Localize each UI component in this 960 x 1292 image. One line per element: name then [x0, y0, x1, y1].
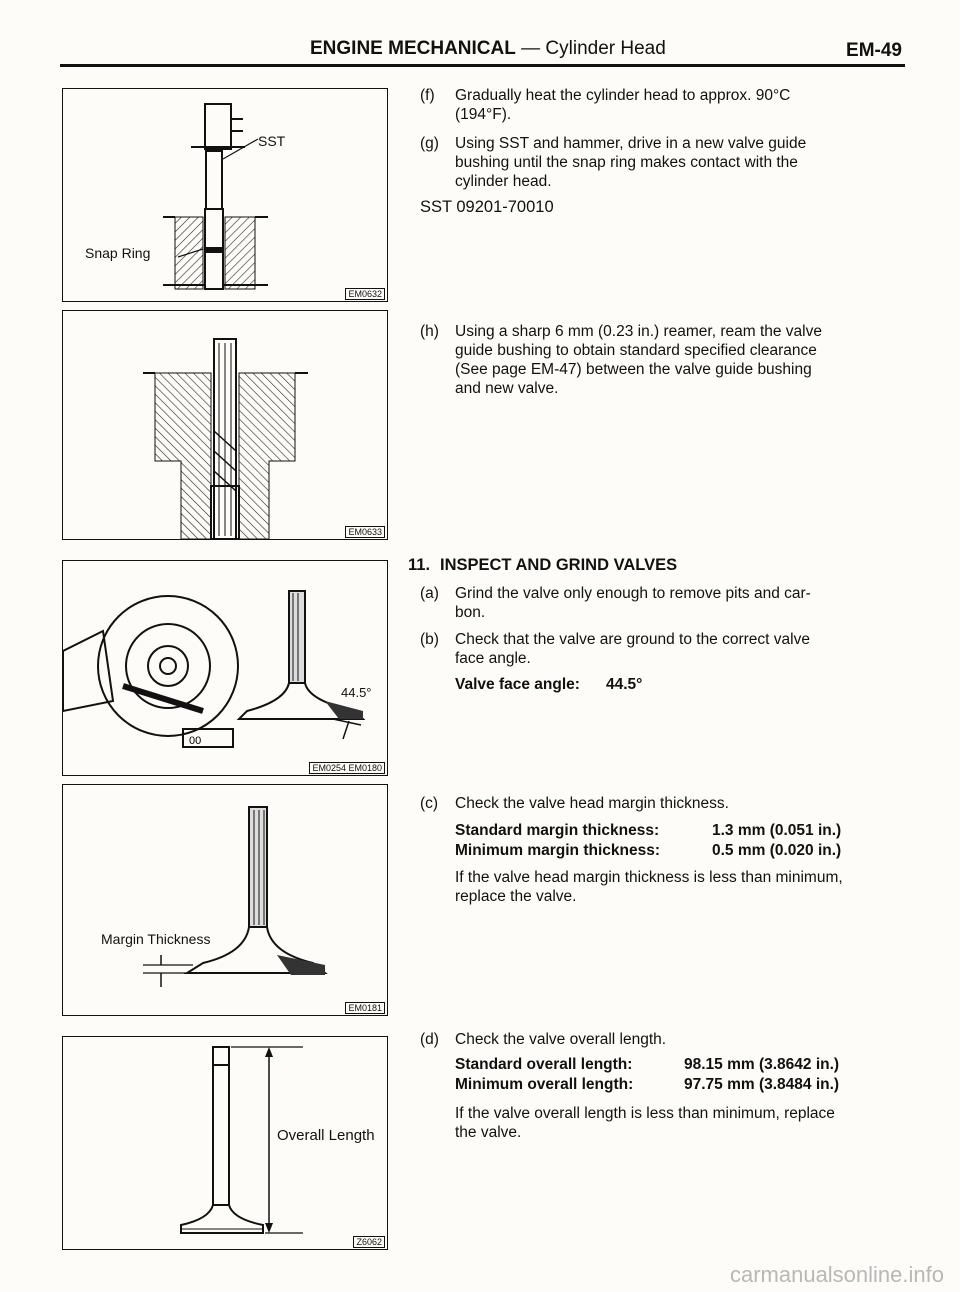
- step-d-line1: Check the valve overall length.: [455, 1031, 667, 1048]
- section-title: INSPECT AND GRIND VALVES: [440, 556, 678, 574]
- step-h-line1: Using a sharp 6 mm (0.23 in.) reamer, ream the valve: [455, 323, 822, 340]
- figure-valve-grinding: [62, 560, 388, 776]
- step-a-marker: (a): [420, 585, 439, 602]
- step-f-marker: (f): [420, 87, 435, 104]
- step-c-note: [455, 868, 843, 906]
- step-d-note1: If the valve overall length is less than minimum, replace: [455, 1105, 835, 1122]
- step-h-line2: guide bushing to obtain standard specified clearance: [455, 342, 817, 359]
- step-b-marker: (b): [420, 631, 439, 648]
- figure-code: EM0633: [345, 526, 385, 538]
- step-g-text: [455, 134, 806, 191]
- figure-code: EM0254 EM0180: [309, 762, 385, 774]
- header-title: [310, 38, 666, 60]
- header-rule: [60, 64, 905, 67]
- figure-code: EM0181: [345, 1002, 385, 1014]
- step-f-text: [455, 86, 790, 124]
- face-angle-spec-label: Valve face angle:: [455, 676, 580, 693]
- step-d-note2: the valve.: [455, 1124, 522, 1141]
- figure-margin-thickness: [62, 784, 388, 1016]
- std-length-label: Standard overall length:: [455, 1056, 633, 1073]
- watermark: carmanualsonline.info: [729, 1262, 944, 1287]
- min-length-label: Minimum overall length:: [455, 1076, 634, 1093]
- overall-length-label: Overall Length: [277, 1127, 375, 1144]
- step-b-line2: face angle.: [455, 650, 531, 667]
- step-f-line1: Gradually heat the cylinder head to approx. 90°C: [455, 87, 791, 104]
- step-b-line1: Check that the valve are ground to the correct valve: [455, 631, 810, 648]
- step-d-marker: (d): [420, 1031, 439, 1048]
- step-g-marker: (g): [420, 135, 439, 152]
- std-margin-label: Standard margin thickness:: [455, 822, 660, 839]
- step-a-line2: bon.: [455, 604, 486, 621]
- step-a-text: [455, 584, 811, 622]
- step-f-line2: (194°F).: [455, 106, 512, 123]
- page-code: EM-49: [846, 40, 902, 61]
- step-c-marker: (c): [420, 795, 439, 812]
- figure-overall-length: [62, 1036, 388, 1250]
- min-length-value: 97.75 mm (3.8484 in.): [684, 1076, 840, 1093]
- std-margin-value: 1.3 mm (0.051 in.): [712, 822, 842, 839]
- snap-ring-label: Snap Ring: [85, 245, 151, 261]
- step-d-note: [455, 1104, 835, 1142]
- std-length-value: 98.15 mm (3.8642 in.): [684, 1056, 840, 1073]
- step-b-text: [455, 630, 810, 668]
- step-h-marker: (h): [420, 323, 439, 340]
- page-header: [0, 38, 960, 66]
- figure-snap-ring: [62, 88, 388, 302]
- header-subtitle: — Cylinder Head: [521, 38, 666, 59]
- step-c-note1: If the valve head margin thickness is less than minimum,: [455, 869, 843, 886]
- min-margin-value: 0.5 mm (0.020 in.): [712, 842, 842, 859]
- sst-label: SST: [258, 133, 286, 149]
- step-g-line2: bushing until the snap ring makes contact with the: [455, 154, 798, 171]
- margin-thickness-illustration: [63, 785, 387, 1015]
- min-margin-label: Minimum margin thickness:: [455, 842, 660, 859]
- step-c-note2: replace the valve.: [455, 888, 577, 905]
- valve-grinding-illustration: [63, 561, 387, 775]
- snap-ring-illustration: [63, 89, 387, 301]
- step-a-line1: Grind the valve only enough to remove pits and car-: [455, 585, 811, 602]
- face-angle-spec-value: 44.5°: [606, 676, 643, 693]
- step-h-text: [455, 322, 822, 398]
- figure-code: Z6062: [353, 1236, 385, 1248]
- step-g-line1: Using SST and hammer, drive in a new valve guide: [455, 135, 807, 152]
- step-h-line3: (See page EM-47) between the valve guide bushing: [455, 361, 812, 378]
- step-g-line3: cylinder head.: [455, 173, 552, 190]
- figure-code: EM0632: [345, 288, 385, 300]
- reamer-illustration: [63, 311, 387, 539]
- svg-text:00: 00: [189, 735, 202, 747]
- sst-number: SST 09201-70010: [420, 198, 554, 216]
- header-section: ENGINE MECHANICAL: [310, 38, 516, 59]
- margin-thickness-label: Margin Thickness: [101, 931, 211, 947]
- face-angle-label: 44.5°: [341, 685, 372, 700]
- step-h-line4: and new valve.: [455, 380, 559, 397]
- figure-reamer: [62, 310, 388, 540]
- section-number: 11.: [408, 556, 431, 574]
- step-c-line1: Check the valve head margin thickness.: [455, 795, 729, 812]
